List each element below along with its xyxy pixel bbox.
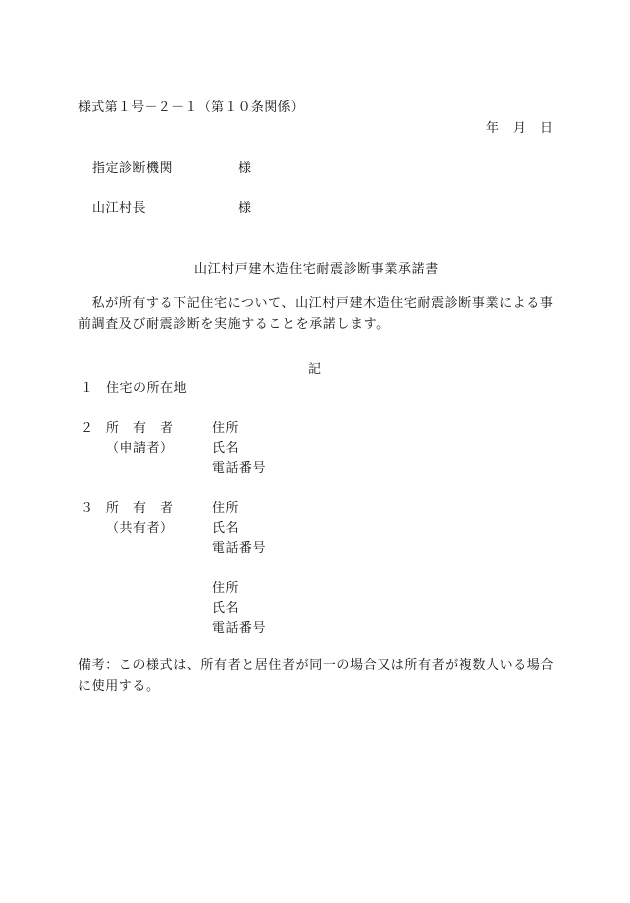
field-label-phone: 電話番号 — [212, 461, 267, 476]
item-sublabel: （申請者） — [106, 441, 174, 456]
note-text: 備考：この様式は、所有者と居住者が同一の場合又は所有者が複数人いる場合に使用する。 — [78, 658, 555, 694]
addressee-suffix: 様 — [238, 201, 252, 216]
field-label-name: 氏名 — [212, 441, 240, 456]
item-number: ２ — [80, 421, 94, 436]
item-number: １ — [80, 381, 94, 396]
addressee-suffix: 様 — [238, 161, 252, 176]
document-title: 山江村戸建木造住宅耐震診断事業承諾書 — [194, 262, 439, 277]
item-label: 所 有 者 — [106, 421, 174, 436]
field-label-address: 住所 — [212, 421, 240, 436]
field-label-address: 住所 — [212, 501, 240, 516]
addressee-name: 指定診断機関 — [92, 161, 174, 176]
item-sublabel: （共有者） — [106, 521, 174, 536]
item-number: ３ — [80, 501, 94, 516]
field-label-phone: 電話番号 — [212, 621, 267, 636]
field-label-address: 住所 — [212, 581, 240, 596]
body-paragraph: 私が所有する下記住宅について、山江村戸建木造住宅耐震診断事業による事前調査及び耐震診断を実施することを承諾します。 — [78, 296, 554, 332]
field-label-name: 氏名 — [212, 521, 240, 536]
date-line: 年 月 日 — [486, 121, 554, 136]
item-label: 住宅の所在地 — [106, 381, 188, 396]
addressee-name: 山江村長 — [92, 201, 147, 216]
item-label: 所 有 者 — [106, 501, 174, 516]
ki-heading: 記 — [308, 362, 322, 377]
field-label-phone: 電話番号 — [212, 541, 267, 556]
form-number: 様式第１号－２－１（第１０条関係） — [78, 100, 305, 115]
field-label-name: 氏名 — [212, 601, 240, 616]
